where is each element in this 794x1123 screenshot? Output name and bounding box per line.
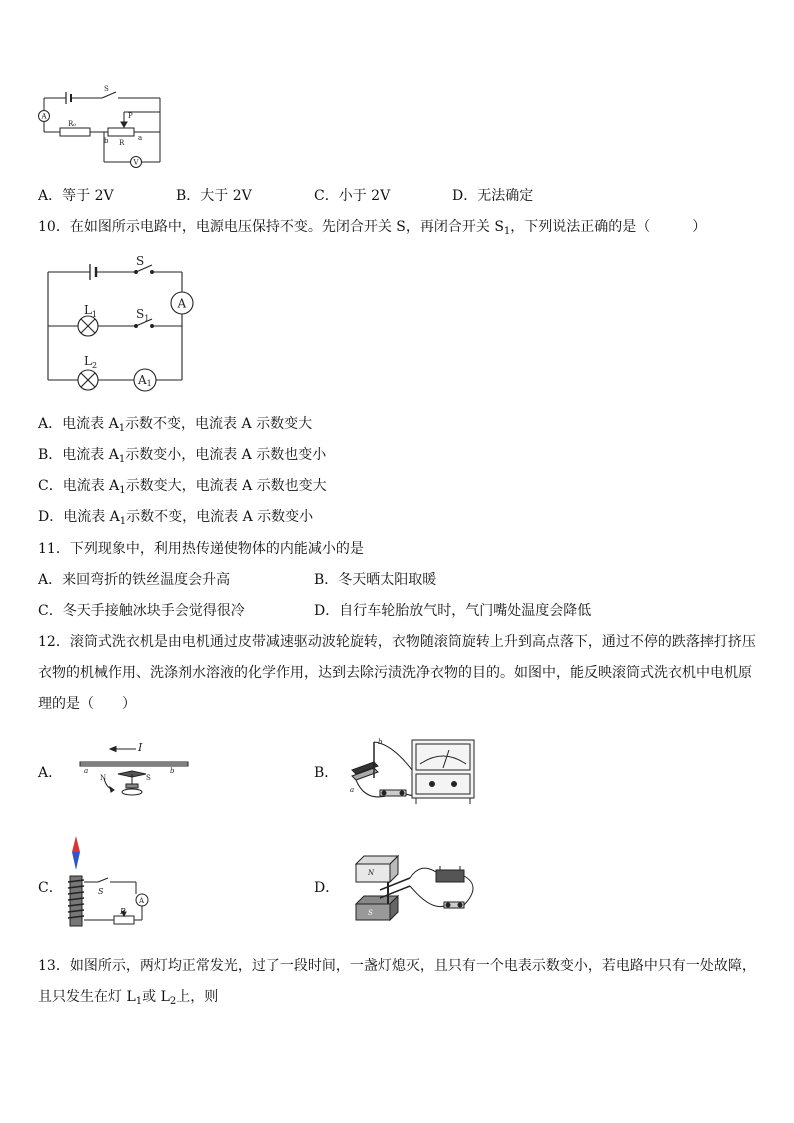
q12c-label-s: S [98,887,104,896]
q10-label-s: S [136,254,145,268]
q12d-label-n: N [368,869,375,877]
q12-stem-line1: 12．滚筒式洗衣机是由电机通过皮带减速驱动波轮旋转，衣物随滚筒旋转上升到高点落下，通过不停的跌落摔打挤压 [38,634,756,650]
q12a-label-n: N [100,774,107,782]
q9-label-r0: R₀ [68,120,77,128]
q12b-label-a: a [350,786,355,794]
q11-option-b: B．冬天晒太阳取暖 [314,572,437,588]
q12-figure-b-induction [346,734,482,810]
q12a-label-current: I [138,741,143,754]
q9-label-a: a [138,134,143,142]
q11-stem: 11．下列现象中，利用热传递使物体的内能减小的是 [38,541,364,557]
q11-option-d: D．自行车轮胎放气时，气门嘴处温度会降低 [314,603,592,619]
q12-stem-line2: 衣物的机械作用、洗涤剂水溶液的化学作用，达到去除污渍洗净衣物的目的。如图中，能反映滚筒式洗衣机中电机原 [38,665,752,681]
q10-label-l1: $L_1$ [84,303,98,319]
q9-circuit-diagram [38,86,168,172]
q11-option-c: C．冬天手接触冰块手会觉得很冷 [38,603,245,619]
q9-label-ammeter: A [41,112,47,121]
q10-label-ammeter: A [177,296,187,311]
q10-circuit-diagram [44,256,200,388]
q12-figure-d-motor [350,852,482,922]
q9-option-d: D．无法确定 [452,188,534,204]
q9-option-c: C．小于 2V [314,188,391,204]
q9-label-s: S [104,85,109,93]
q12-figure-a-oersted [76,740,196,802]
q10-option-a: A．电流表 $A_1$示数不变，电流表 A 示数变大 [38,416,313,434]
q9-label-voltmeter: V [133,158,139,167]
q9-label-b: b [104,137,109,145]
q12-figure-c-electromagnet [62,836,170,932]
q9-option-a: A．等于 2V [38,188,114,204]
q12-option-a-letter: A． [38,765,63,781]
q11-option-a: A．来回弯折的铁丝温度会升高 [38,572,231,588]
q10-label-l2: $L_2$ [84,354,98,370]
q10-label-s1: $S_1$ [136,307,150,323]
q9-label-r: R [119,139,125,147]
q12-option-d-letter: D． [314,880,340,896]
q12a-label-a: a [84,767,89,775]
q10-option-b: B．电流表 $A_1$示数变小，电流表 A 示数也变小 [38,447,327,465]
q12b-label-b: b [378,738,383,746]
q12a-label-s: S [146,774,151,782]
q12c-label-ammeter: A [139,897,145,905]
q12-option-b-letter: B． [314,765,339,781]
q10-option-c: C．电流表 $A_1$示数变大，电流表 A 示数也变大 [38,478,327,496]
q12-stem-line3: 理的是（ ） [38,696,136,712]
q10-label-ammeter1: A1 [138,373,152,388]
q12c-label-p: P [120,907,126,916]
q12-option-c-letter: C． [38,880,63,896]
q9-label-p: P [128,112,133,120]
q12a-label-b: b [170,767,175,775]
q9-option-b: B．大于 2V [176,188,252,204]
q13-stem-line2: 且只发生在灯 $L_1$或 $L_2$上，则 [38,989,219,1007]
q10-option-d: D．电流表 $A_1$示数不变，电流表 A 示数变小 [38,509,314,527]
q13-stem-line1: 13．如图所示，两灯均正常发光，过了一段时间，一盏灯熄灭，且只有一个电表示数变小，若电路中只有一处故障， [38,958,756,974]
q10-stem: 10．在如图所示电路中，电源电压保持不变。先闭合开关 S，再闭合开关 $S_1$，下列说法正确的是（ ） [38,219,707,237]
q12d-label-s: S [368,909,373,917]
